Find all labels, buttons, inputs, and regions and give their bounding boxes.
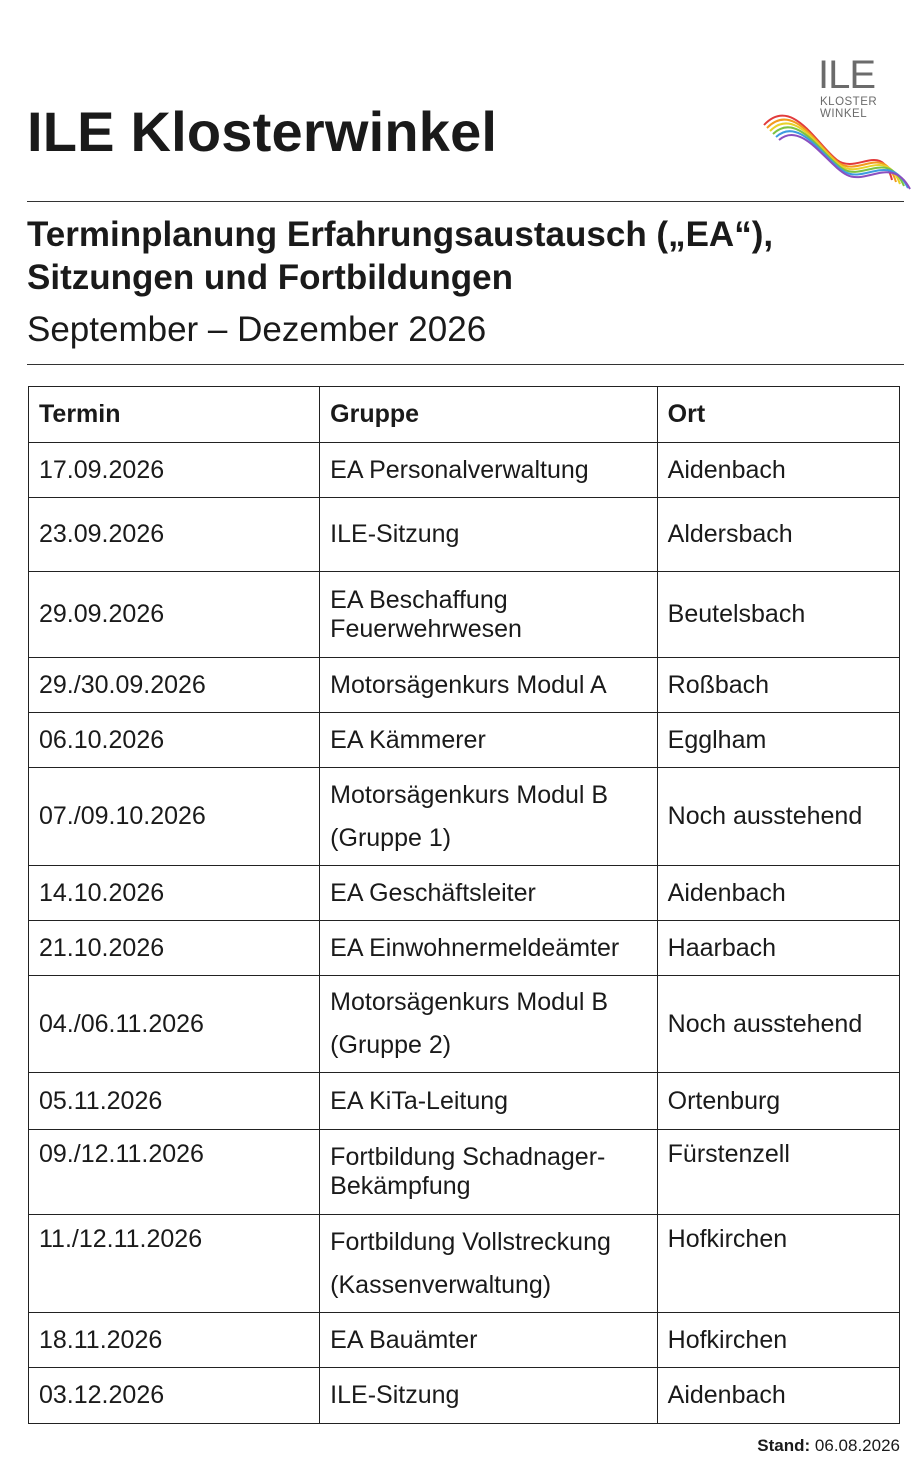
table-row [29, 572, 900, 658]
cell-termin: 29./30.09.2026 [29, 658, 320, 713]
cell-gruppe: EA KiTa-Leitung [320, 1073, 657, 1130]
logo-winkel-text: WINKEL [820, 108, 868, 120]
cell-gruppe: EA Geschäftsleiter [320, 866, 657, 921]
page-title: ILE Klosterwinkel [27, 100, 498, 163]
cell-gruppe: ILE-Sitzung [320, 498, 657, 572]
table-header-row [29, 387, 900, 443]
cell-ort: Aidenbach [657, 866, 899, 921]
cell-ort: Hofkirchen [657, 1215, 899, 1313]
cell-termin: 03.12.2026 [29, 1368, 320, 1424]
logo-kloster-text: KLOSTER [820, 96, 878, 108]
table-row [29, 1313, 900, 1368]
subtitle-divider [27, 364, 904, 365]
column-header-ort: Ort [657, 387, 899, 443]
stand-note [757, 1436, 900, 1456]
subtitle-line-1: Terminplanung Erfahrungsaustausch („EA“), [27, 215, 774, 254]
date-range: September – Dezember 2026 [27, 310, 487, 349]
cell-ort: Noch ausstehend [657, 768, 899, 866]
cell-termin: 09./12.11.2026 [29, 1130, 320, 1215]
cell-gruppe: ILE-Sitzung [320, 1368, 657, 1424]
table-row [29, 1215, 900, 1313]
cell-termin: 04./06.11.2026 [29, 976, 320, 1073]
schedule-table [28, 386, 900, 1424]
cell-ort: Beutelsbach [657, 572, 899, 658]
cell-termin: 05.11.2026 [29, 1073, 320, 1130]
cell-gruppe: Fortbildung Schadnager-Bekämpfung [320, 1130, 657, 1215]
cell-termin: 07./09.10.2026 [29, 768, 320, 866]
table-row [29, 976, 900, 1073]
table-row [29, 498, 900, 572]
cell-gruppe: Motorsägenkurs Modul A [320, 658, 657, 713]
stand-label: Stand: [757, 1436, 811, 1455]
cell-gruppe: EA Kämmerer [320, 713, 657, 768]
cell-ort: Aidenbach [657, 443, 899, 498]
cell-ort: Noch ausstehend [657, 976, 899, 1073]
stand-date: 06.08.2026 [814, 1436, 900, 1455]
cell-ort: Aldersbach [657, 498, 899, 572]
logo-ile-text: ILE [818, 53, 876, 97]
cell-termin: 29.09.2026 [29, 572, 320, 658]
cell-ort: Roßbach [657, 658, 899, 713]
cell-gruppe: EA Einwohnermeldeämter [320, 921, 657, 976]
cell-termin: 21.10.2026 [29, 921, 320, 976]
column-header-termin: Termin [29, 387, 320, 443]
document-subtitle [27, 213, 897, 299]
table-row [29, 713, 900, 768]
cell-termin: 06.10.2026 [29, 713, 320, 768]
table-row [29, 768, 900, 866]
table-row [29, 443, 900, 498]
cell-gruppe: Motorsägenkurs Modul B (Gruppe 1) [320, 768, 657, 866]
cell-gruppe: EA Bauämter [320, 1313, 657, 1368]
ile-logo [762, 55, 912, 190]
column-header-gruppe: Gruppe [320, 387, 657, 443]
cell-ort: Aidenbach [657, 1368, 899, 1424]
cell-termin: 14.10.2026 [29, 866, 320, 921]
cell-termin: 17.09.2026 [29, 443, 320, 498]
cell-gruppe: EA Beschaffung Feuerwehrwesen [320, 572, 657, 658]
cell-gruppe: Fortbildung Vollstreckung (Kassenverwaltung) [320, 1215, 657, 1313]
cell-ort: Hofkirchen [657, 1313, 899, 1368]
table-row [29, 1073, 900, 1130]
header-divider [27, 201, 904, 202]
subtitle-line-2: Sitzungen und Fortbildungen [27, 258, 514, 297]
cell-termin: 18.11.2026 [29, 1313, 320, 1368]
cell-gruppe: Motorsägenkurs Modul B (Gruppe 2) [320, 976, 657, 1073]
logo-swoosh-graphic [762, 85, 912, 190]
table-row [29, 1368, 900, 1424]
table-row [29, 658, 900, 713]
table-row [29, 1130, 900, 1215]
cell-termin: 11./12.11.2026 [29, 1215, 320, 1313]
cell-termin: 23.09.2026 [29, 498, 320, 572]
cell-ort: Egglham [657, 713, 899, 768]
table-row [29, 921, 900, 976]
cell-ort: Fürstenzell [657, 1130, 899, 1215]
table-row [29, 866, 900, 921]
cell-ort: Haarbach [657, 921, 899, 976]
cell-ort: Ortenburg [657, 1073, 899, 1130]
cell-gruppe: EA Personalverwaltung [320, 443, 657, 498]
